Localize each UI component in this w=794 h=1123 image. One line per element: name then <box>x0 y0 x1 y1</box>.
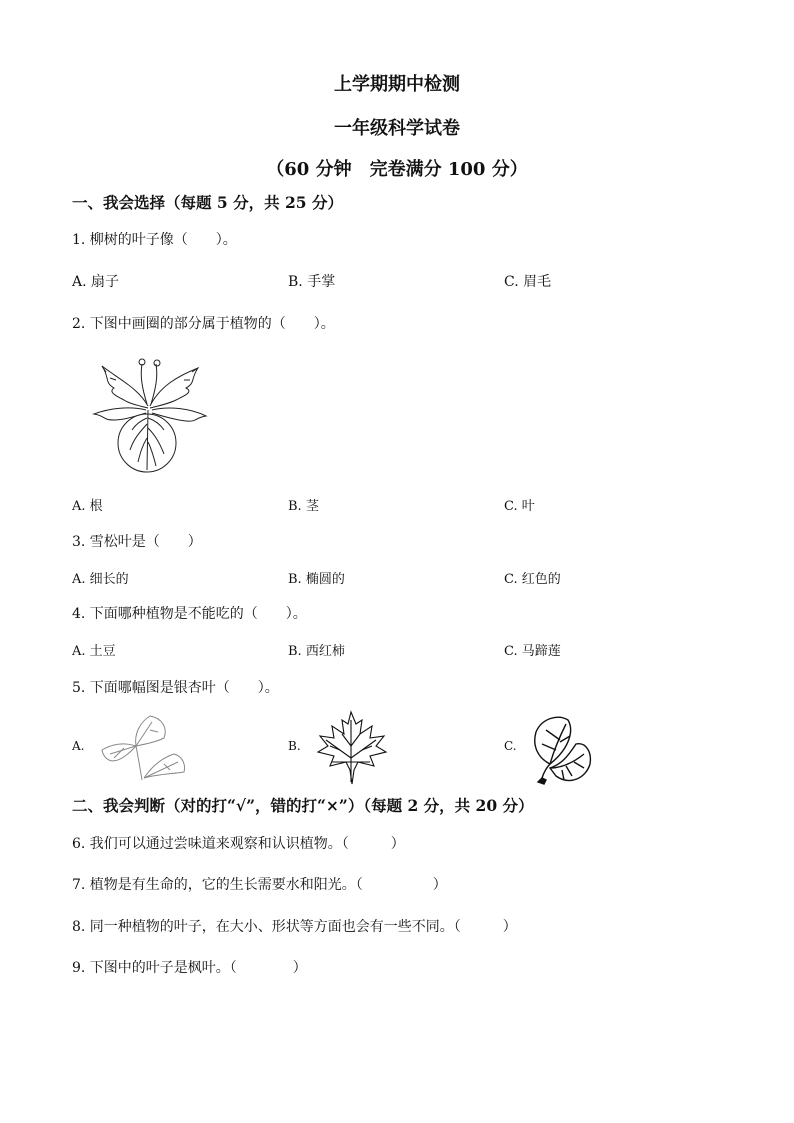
q1-option-a[interactable]: A. 扇子 <box>72 274 120 290</box>
q2-option-b[interactable]: B. 茎 <box>288 499 319 514</box>
q5-option-b[interactable]: B. <box>288 739 301 753</box>
q1-option-c[interactable]: C. 眉毛 <box>504 274 552 290</box>
q3-option-a[interactable]: A. 细长的 <box>72 572 129 587</box>
judgement-item-8: 8. 同一种植物的叶子，在大小、形状等方面也会有一些不同。（ ） <box>72 919 517 935</box>
q3-option-c[interactable]: C. 红色的 <box>504 572 561 587</box>
question-4: 4. 下面哪种植物是不能吃的（ ）。 <box>72 606 307 622</box>
q5-option-a[interactable]: A. <box>72 739 85 753</box>
q2-option-c[interactable]: C. 叶 <box>504 499 535 514</box>
page-subtitle: 一年级科学试卷 <box>334 118 460 139</box>
dandelion-plant-figure <box>90 358 210 473</box>
q3-option-b[interactable]: B. 椭圆的 <box>288 572 345 587</box>
question-2: 2. 下图中画圈的部分属于植物的（ ）。 <box>72 316 335 332</box>
q4-option-a[interactable]: A. 土豆 <box>72 644 116 659</box>
ginkgo-leaf-figure <box>94 712 189 784</box>
round-leaves-figure <box>528 710 592 786</box>
section-heading-judgement: 二、我会判断（对的打“√”，错的打“×”）（每题 2 分，共 20 分） <box>72 796 534 815</box>
judgement-item-9: 9. 下图中的叶子是枫叶。（ ） <box>72 960 307 976</box>
q4-option-c[interactable]: C. 马蹄莲 <box>504 644 561 659</box>
question-5: 5. 下面哪幅图是银杏叶（ ）。 <box>72 680 279 696</box>
q1-option-b[interactable]: B. 手掌 <box>288 274 336 290</box>
q2-option-a[interactable]: A. 根 <box>72 499 103 514</box>
maple-leaf-figure <box>314 710 388 786</box>
q5-option-c[interactable]: C. <box>504 739 517 753</box>
exam-info: （60 分钟 完卷满分 100 分） <box>266 159 528 180</box>
judgement-item-7: 7. 植物是有生命的，它的生长需要水和阳光。（ ） <box>72 877 447 893</box>
page-title: 上学期期中检测 <box>334 74 460 95</box>
section-heading-choice: 一、我会选择（每题 5 分，共 25 分） <box>72 193 343 212</box>
judgement-item-6: 6. 我们可以通过尝味道来观察和认识植物。（ ） <box>72 836 405 852</box>
question-1: 1. 柳树的叶子像（ ）。 <box>72 232 237 248</box>
q4-option-b[interactable]: B. 西红柿 <box>288 644 345 659</box>
question-3: 3. 雪松叶是（ ） <box>72 534 202 550</box>
